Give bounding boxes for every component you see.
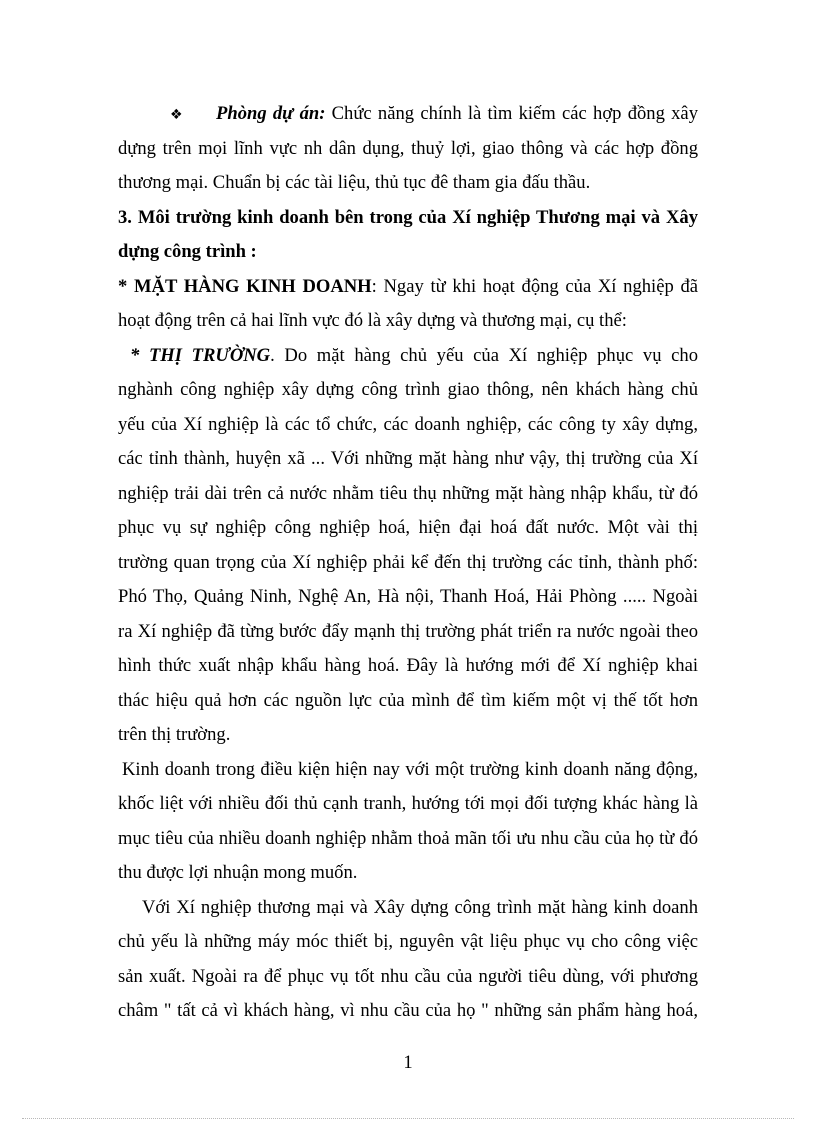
market-line-6: phục vụ sự nghiệp công nghiệp hoá, hiện đại hoá đất nước. Một vài thị bbox=[118, 517, 698, 538]
goods-line-2: hoạt động trên cả hai lĩnh vực đó là xây dựng và thương mại, cụ thể: bbox=[118, 310, 627, 331]
goods-label: * MẶT HÀNG KINH DOANH bbox=[118, 276, 372, 297]
market-line-3: yếu của Xí nghiệp là các tổ chức, các doanh nghiệp, các công ty xây dựng, bbox=[118, 414, 698, 435]
project-dept-line-3: thương mại. Chuẩn bị các tài liệu, thủ tục đê tham gia đấu thầu. bbox=[118, 172, 591, 193]
business-line-2: khốc liệt với nhiều đối thủ cạnh tranh, hướng tới mọi đối tượng khác hàng là bbox=[118, 793, 698, 814]
market-label: * THỊ TRƯỜNG bbox=[130, 345, 271, 366]
project-dept-text: Chức năng chính là tìm kiếm các hợp đồng xây bbox=[331, 103, 698, 124]
enterprise-line-2: chủ yếu là những máy móc thiết bị, nguyên vật liệu phục vụ cho công việc bbox=[118, 931, 698, 952]
section-heading-line-2: dựng công trình : bbox=[118, 241, 257, 262]
project-dept-line-2: dựng trên mọi lĩnh vực nh dân dụng, thuỷ lợi, giao thông và các hợp đồng bbox=[118, 138, 698, 159]
business-line-3: mục tiêu của nhiều doanh nghiệp nhằm thoả mãn tối ưu nhu cầu của họ từ đó bbox=[118, 828, 698, 849]
market-line-10: hình thức xuất nhập khẩu hàng hoá. Đây là hướng mới để Xí nghiệp khai bbox=[118, 655, 698, 676]
market-line-11: thác hiệu quả hơn các nguồn lực của mình để tìm kiếm một vị thế tốt hơn bbox=[118, 690, 698, 711]
enterprise-line-3: sản xuất. Ngoài ra để phục vụ tốt nhu cầu của người tiêu dùng, với phương bbox=[118, 966, 698, 987]
project-dept-line-1 bbox=[170, 103, 698, 126]
business-line-1: Kinh doanh trong điều kiện hiện nay với một trường kinh doanh năng động, bbox=[122, 759, 698, 780]
page-number: 1 bbox=[403, 1052, 413, 1073]
market-line-7: trường quan trọng của Xí nghiệp phải kể đến thị trường các tỉnh, thành phố: bbox=[118, 552, 698, 573]
market-line-2: nghành công nghiệp xây dựng công trình giao thông, nên khách hàng chủ bbox=[118, 379, 698, 400]
market-line-5: nghiệp trải dài trên cả nước nhằm tiêu thụ những mặt hàng nhập khẩu, từ đó bbox=[118, 483, 698, 504]
project-dept-label: Phòng dự án: bbox=[216, 103, 326, 124]
enterprise-line-4: châm " tất cả vì khách hàng, vì nhu cầu của họ " những sản phẩm hàng hoá, bbox=[118, 1000, 698, 1021]
market-line-12: trên thị trường. bbox=[118, 724, 231, 745]
enterprise-line-1: Với Xí nghiệp thương mại và Xây dựng công trình mặt hàng kinh doanh bbox=[142, 897, 698, 918]
section-heading-line-1: 3. Môi trường kinh doanh bên trong của Xí nghiệp Thương mại và Xây bbox=[118, 207, 698, 228]
market-line-8: Phó Thọ, Quảng Ninh, Nghệ An, Hà nội, Thanh Hoá, Hải Phòng ..... Ngoài bbox=[118, 586, 698, 607]
diamond-bullet-icon: ❖ bbox=[170, 107, 183, 123]
goods-line-1 bbox=[118, 276, 698, 298]
page-bottom-divider bbox=[22, 1118, 794, 1119]
market-line-9: ra Xí nghiệp đã từng bước đẩy mạnh thị trường phát triển ra nước ngoài theo bbox=[118, 621, 698, 642]
market-line-4: các tỉnh thành, huyện xã ... Với những mặt hàng như vậy, thị trường của Xí bbox=[118, 448, 698, 469]
market-text: . Do mặt hàng chủ yếu của Xí nghiệp phục vụ cho bbox=[270, 345, 699, 366]
goods-text: : Ngay từ khi hoạt động của Xí nghiệp đã bbox=[371, 276, 698, 297]
business-line-4: thu được lợi nhuận mong muốn. bbox=[118, 862, 358, 883]
market-line-1 bbox=[130, 345, 698, 367]
